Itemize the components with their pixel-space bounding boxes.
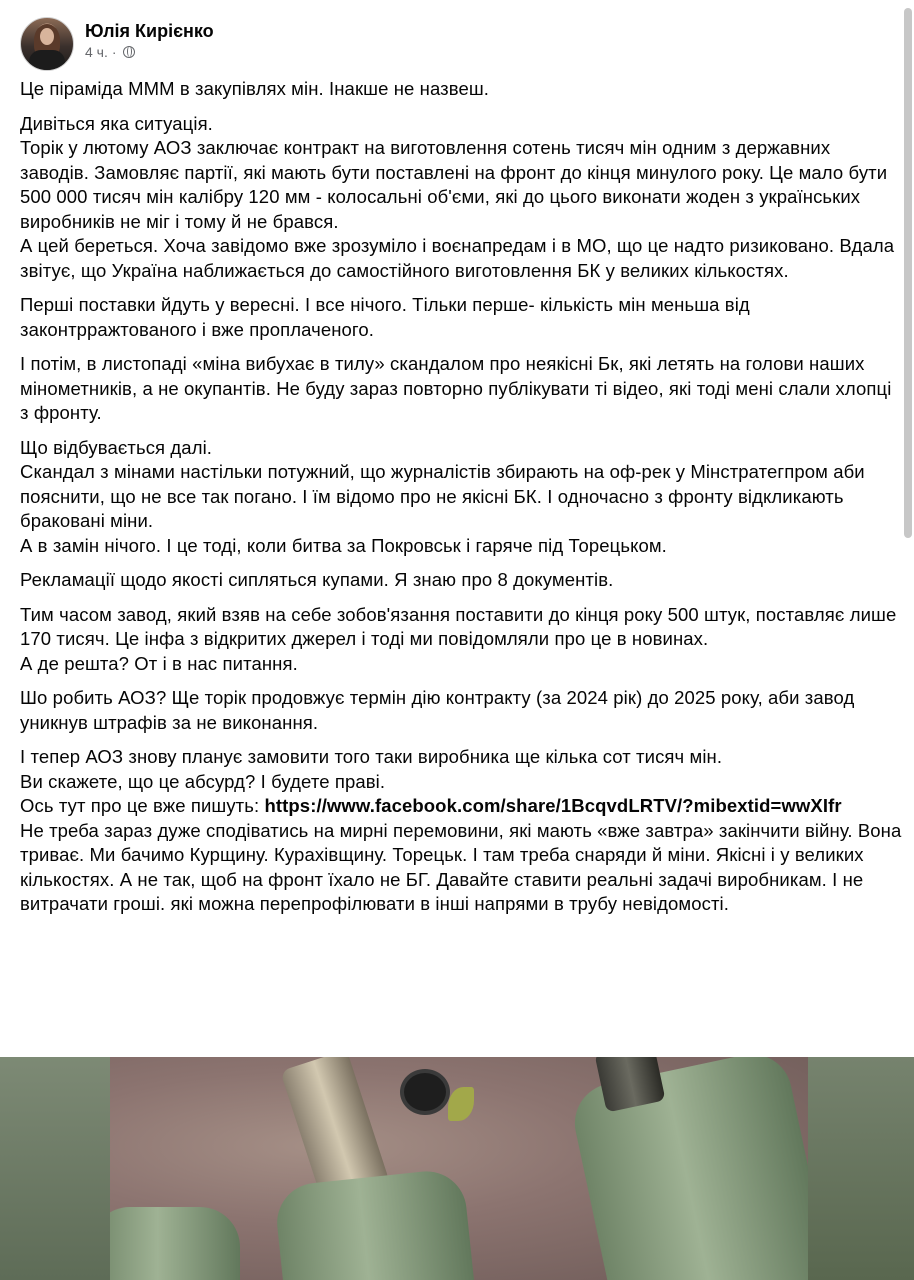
paragraph-4: І потім, в листопаді «міна вибухає в тилу» скандалом про неякісні Бк, які летять на голови наших мінометників, а не окупантів. Не буду зараз повторно публікувати ті відео, які тоді мені слали хлопці з фронту. [20,353,892,423]
paragraph-8: Шо робить АОЗ? Ще торік продовжує термін дію контракту (за 2024 рік) до 2025 року, аби завод уникнув штрафів за не виконання. [20,687,855,733]
paragraph-9 [20,745,904,917]
post-meta [85,43,214,61]
header-text [85,19,214,61]
paragraph-7: Тим часом завод, який взяв на себе зобов'язання поставити до кінця року 500 штук, поставляє лише 170 тисяч. Це інфа з відкритих джерел і тоді ми повідомляли про це в новинах. А де решта? От і в нас питання. [20,603,897,674]
post-time[interactable]: 4 ч. [85,44,108,60]
scrollbar-thumb[interactable] [904,8,912,538]
post-header [20,16,214,72]
paragraph-3: Перші поставки йдуть у вересні. І все нічого. Тільки перше- кількість мін меньша від законтрражтованого і вже проплаченого. [20,294,750,340]
paragraph-6: Рекламації щодо якості сипляться купами. Я знаю про 8 документів. [20,569,614,590]
globe-icon[interactable] [123,46,135,58]
share-link[interactable]: https://www.facebook.com/share/1BcqvdLRTV/?mibextid=wwXIfr [264,795,842,816]
photo-frame [110,1057,808,1280]
meta-separator: · [111,44,117,60]
mine-shell [273,1167,477,1280]
post-photo[interactable] [0,1057,914,1280]
paragraph-9-text-before: І тепер АОЗ знову планує замовити того таки виробника ще кілька сот тисяч мін. Ви скажете, що це абсурд? І будете праві. Ось тут про це вже пишуть: [20,746,723,816]
photo-blur-left [0,1057,110,1280]
author-name[interactable]: Юлія Кирієнко [85,21,214,41]
fuze-cap [400,1069,450,1115]
photo-blur-right [808,1057,914,1280]
author-avatar[interactable] [20,17,74,71]
mine-shell [110,1207,240,1280]
post-text [20,77,904,927]
paragraph-9-text-after: Не треба зараз дуже сподіватись на мирні перемовини, які мають «вже завтра» закінчити війну. Вона триває. Ми бачимо Курщину. Курахівщину. Торецьк. І там треба снаряди й міни. Якісні і у великих кількостях. А не так, щоб на фронт їхало не БГ. Давайте ставити реальні задачі виробникам. І не витрачати гроші. які можна перепрофілювати в інші напрями в трубу невідомості. [20,819,902,914]
paragraph-5: Що відбувається далі. Скандал з мінами настільки потужний, що журналістів збирають на оф-рек у Мінстратегпром аби пояснити, що не все так погано. І їм відомо про не якісні БК. І одночасно з фронту відкликають браковані міни. А в замін нічого. І це тоді, коли битва за Покровськ і гаряче під Торецьком. [20,436,865,556]
leaf [448,1087,474,1121]
paragraph-1: Це піраміда МММ в закупівлях мін. Інакше не назвеш. [20,78,490,99]
paragraph-2: Дивіться яка ситуація. Торік у лютому АОЗ заключає контракт на виготовлення сотень тисяч мін одним з державних заводів. Замовляє партії, які мають бути поставлені на фронт до кінця минулого року. Це мало бути 500 000 тисяч мін калібру 120 мм - колосальні об'єми, які до цього виконати жоден з українських виробників не міг і тому й не брався. А цей береться. Хоча завідомо вже зрозуміло і воєнапредам і в МО, що це надто ризиковано. Вдала звітує, що Україна наближається до самостійного виготовлення БК у великих кількостях. [20,112,895,281]
